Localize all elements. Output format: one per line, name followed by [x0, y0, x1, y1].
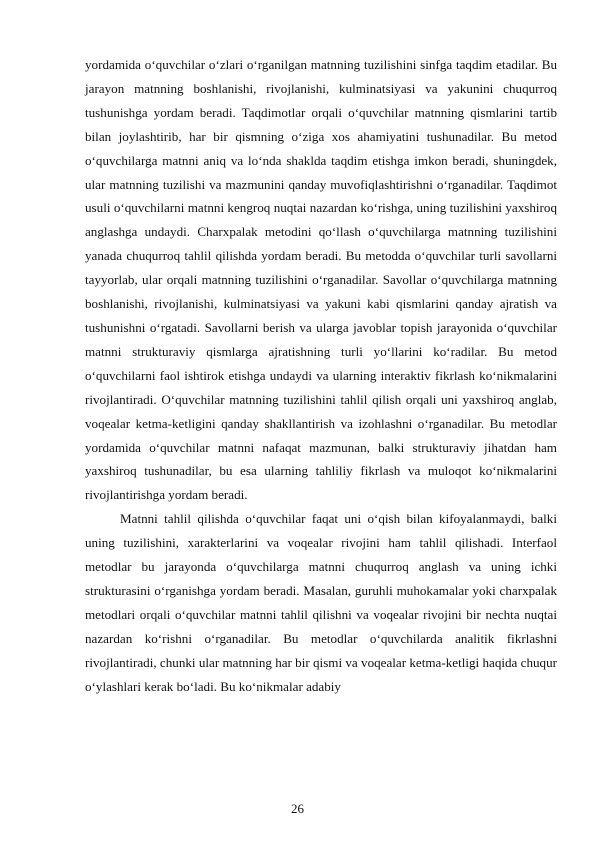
- page-number: 26: [291, 801, 304, 816]
- body-text: [85, 53, 557, 698]
- paragraph-continuation: yordamida o‘quvchilar o‘zlari o‘rganilgan matnning tuzilishini sinfga taqdim etadilar. Bu jarayon matnning boshlanishi, rivojlanishi, kulminatsiyasi va yakunini chuqurroq tushunishga yordam beradi. Taqdimotlar orqali o‘quvchilar matnning qismlarini tartib bilan joylashtirib, har bir qismning o‘ziga xos ahamiyatini tushunadilar. Bu metod o‘quvchilarga matnni aniq va lo‘nda shaklda taqdim etishga imkon beradi, shuningdek, ular matnning tuzilishi va mazmunini qanday muvofiqlashtirishni o‘rganadilar. Taqdimot usuli o‘quvchilarni matnni kengroq nuqtai nazardan ko‘rishga, uning tuzilishini yaxshiroq anglashga undaydi. Charxpalak metodini qo‘llash o‘quvchilarga matnning tuzilishini yanada chuqurroq tahlil qilishda yordam beradi. Bu metodda o‘quvchilar turli savollarni tayyorlab, ular orqali matnning tuzilishini o‘rganadilar. Savollar o‘quvchilarga matnning boshlanishi, rivojlanishi, kulminatsiyasi va yakuni kabi qismlarini qanday ajratish va tushunishni o‘rgatadi. Savollarni berish va ularga javoblar topish jarayonida o‘quvchilar matnni strukturaviy qismlarga ajratishning turli yo‘llarini ko‘radilar. Bu metod o‘quvchilarni faol ishtirok etishga undaydi va ularning interaktiv fikrlash ko‘nikmalarini rivojlantiradi. O‘quvchilar matnning tuzilishini tahlil qilish orqali uni yaxshiroq anglab, voqealar ketma-ketligini qanday shakllantirish va izohlashni o‘rganadilar. Bu metodlar yordamida o‘quvchilar matnni nafaqat mazmunan, balki strukturaviy jihatdan ham yaxshiroq tushunadilar, bu esa ularning tahliliy fikrlash va muloqot ko‘nikmalarini rivojlantirishga yordam beradi.: [85, 57, 557, 503]
- paragraph-text-analysis: Matnni tahlil qilishda o‘quvchilar faqat uni o‘qish bilan kifoyalanmaydi, balki uning tuzilishini, xarakterlarini va voqealar rivojini ham tahlil qilishadi. Interfaol metodlar bu jarayonda o‘quvchilarga matnni chuqurroq anglash va uning ichki strukturasini o‘rganishga yordam beradi. Masalan, guruhli muhokamalar yoki charxpalak metodlari orqali o‘quvchilar matnni tahlil qilishni va voqealar rivojini bir nechta nuqtai nazardan ko‘rishni o‘rganadilar. Bu metodlar o‘quvchilarda analitik fikrlashni rivojlantiradi, chunki ular matnning har bir qismi va voqealar ketma-ketligi haqida chuqur o‘ylashlari kerak bo‘ladi. Bu ko‘nikmalar adabiy: [85, 511, 557, 694]
